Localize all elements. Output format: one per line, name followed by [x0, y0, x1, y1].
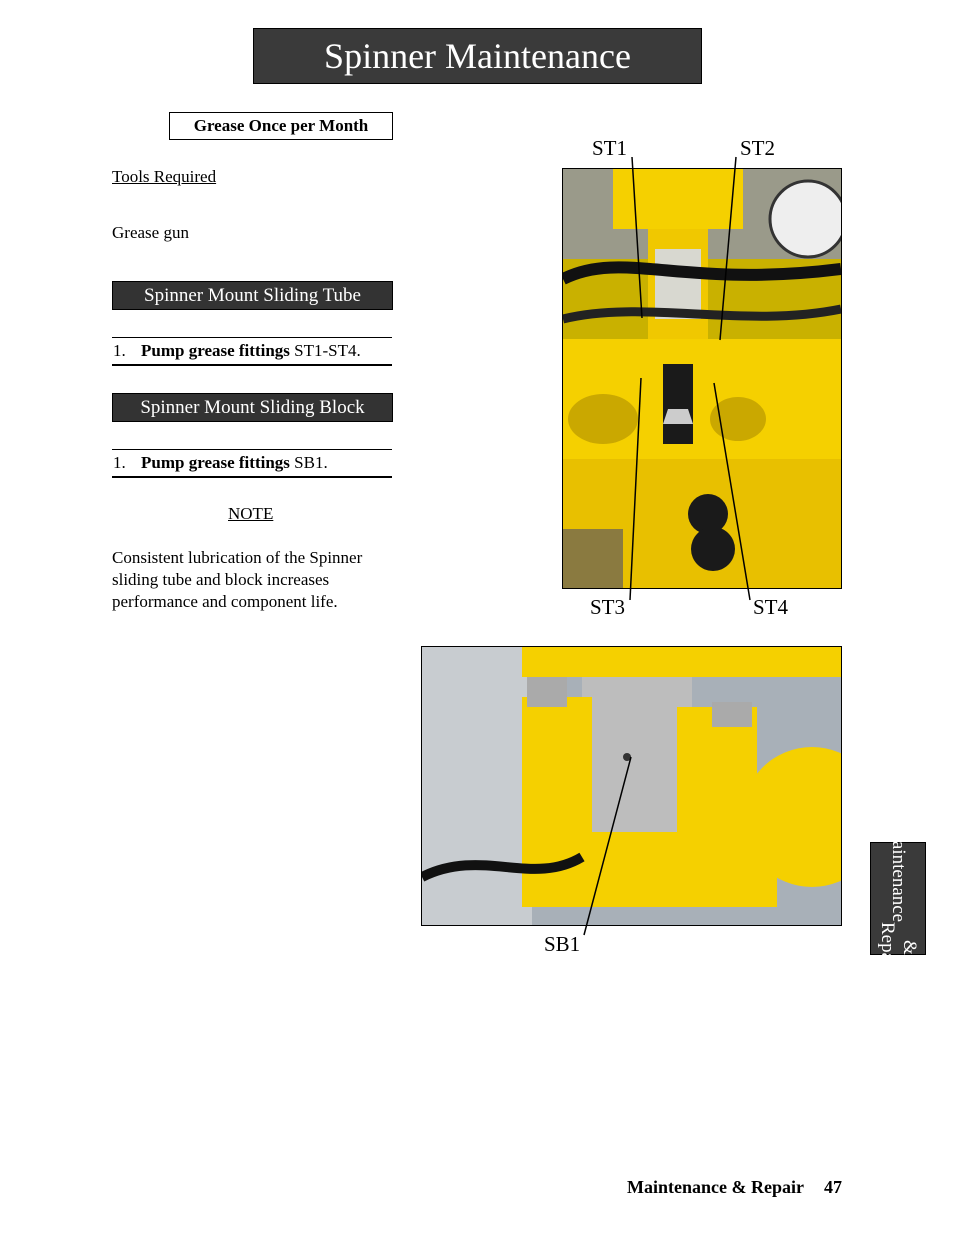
step-action: Pump grease fittings — [141, 453, 290, 472]
note-heading: NOTE — [228, 504, 274, 523]
callout-st3: ST3 — [590, 595, 626, 619]
note-line: sliding tube and block increases — [112, 570, 330, 589]
side-tab-line: Maintenance — [888, 824, 909, 923]
section-sliding-block-title: Spinner Mount Sliding Block — [112, 393, 393, 422]
step-number: 1. — [113, 341, 126, 360]
tools-heading: Tools Required — [112, 167, 217, 186]
section-side-tab — [870, 824, 926, 973]
grease-frequency-box: Grease Once per Month — [169, 112, 393, 140]
step-action: Pump grease fittings — [141, 341, 290, 360]
note-line: Consistent lubrication of the Spinner — [112, 548, 363, 567]
step-target: SB1. — [289, 453, 328, 472]
callout-st2: ST2 — [740, 136, 776, 160]
side-tab-line: & Repair — [877, 922, 920, 973]
note-line: performance and component life. — [112, 592, 338, 611]
step-number: 1. — [113, 453, 126, 472]
callout-st1: ST1 — [592, 136, 628, 160]
tools-item: Grease gun — [112, 223, 189, 242]
callout-sb1: SB1 — [544, 932, 581, 956]
callout-st4: ST4 — [753, 595, 789, 619]
footer-section: Maintenance & Repair — [627, 1177, 804, 1197]
page-footer — [627, 1177, 842, 1198]
page-number: 47 — [824, 1177, 842, 1197]
step-target: ST1-ST4. — [289, 341, 361, 360]
section-sliding-tube-title: Spinner Mount Sliding Tube — [112, 281, 393, 310]
page-title: Spinner Maintenance — [253, 28, 702, 84]
